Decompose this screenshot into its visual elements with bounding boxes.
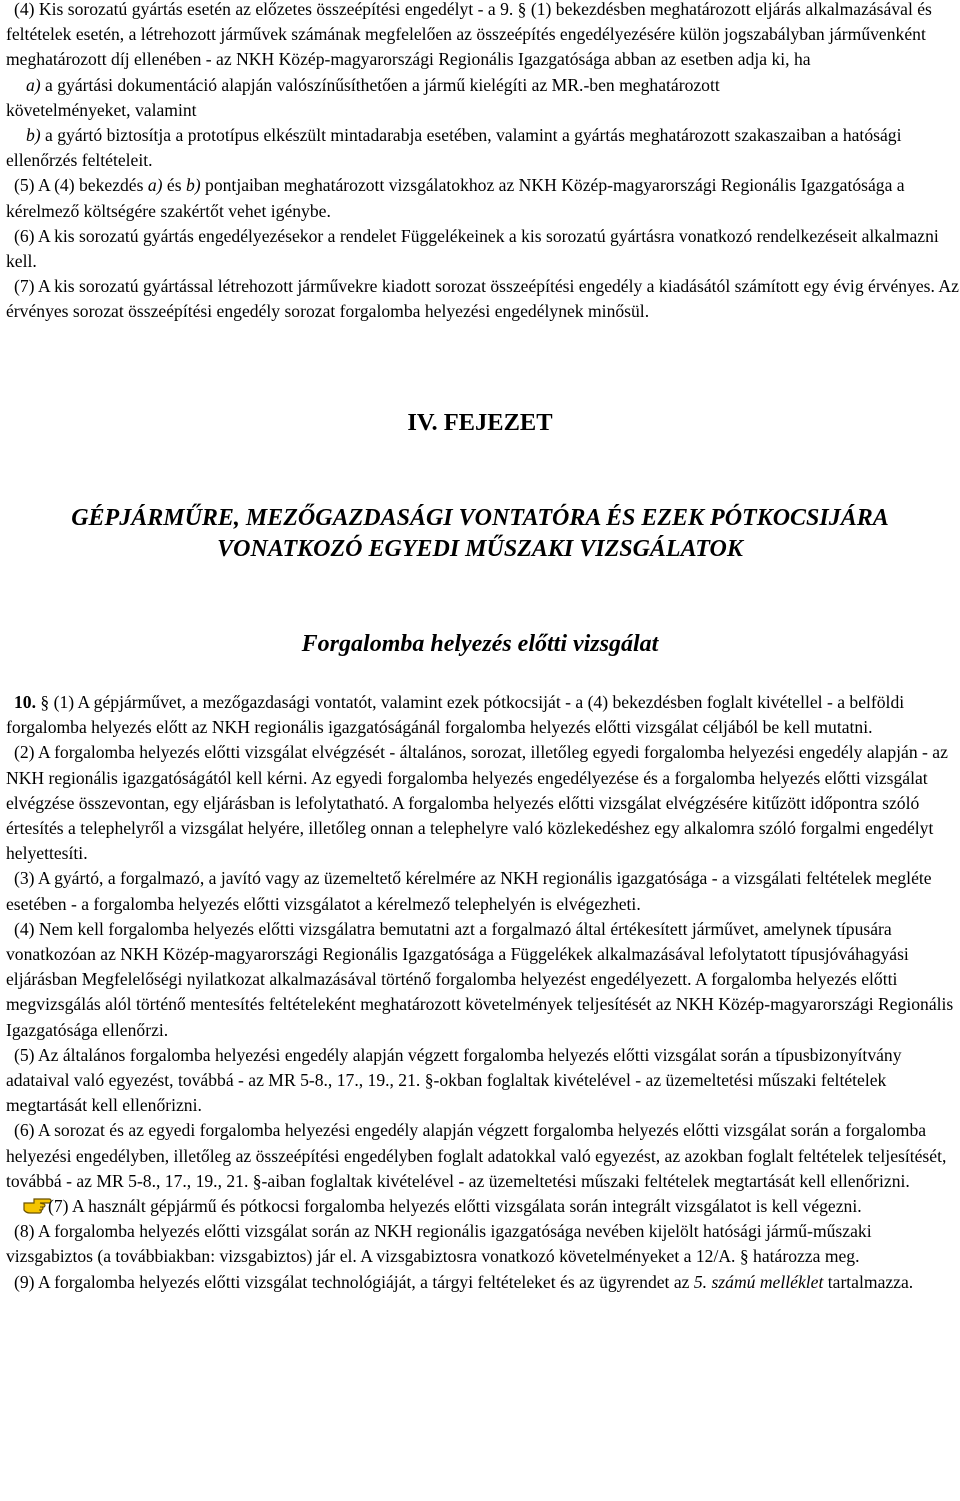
section-subtitle: Forgalomba helyezés előtti vizsgálat: [301, 631, 659, 657]
p9-post: tartalmazza.: [823, 1271, 914, 1292]
section-10-paragraph-5: (5) Az általános forgalomba helyezési engedély alapján végzett forgalomba helyezés előtti vizsgálat során a típusbizonyítvány adataival való egyezést, továbbá - az MR 5-8., 17., 19., 21. §-okban foglaltak kivételével - az üzemeltetési műszaki feltételek megtartását kell ellenőrizni.: [6, 1044, 902, 1116]
point-b: [6, 123, 960, 173]
section-10-paragraph-3: (3) A gyártó, a forgalmazó, a javító vagy az üzemeltető kérelmére az NKH regionális igazgatósága - a vizsgálati feltételek megléte esetében - a forgalomba helyezés előtti vizsgálatot a kérelmező telephelyén is elvégezheti.: [6, 868, 932, 914]
p9-pre: (9) A forgalomba helyezés előtti vizsgálat technológiáját, a tárgyi feltételeket és az ügyrendet az: [14, 1271, 694, 1292]
point-b-text: a gyártó biztosítja a prototípus elkészült mintadarabja esetében, valamint a gyártás meghatározott szakaszaiban a hatósági ellenőrzés feltételeit.: [6, 125, 902, 171]
point-a-text: a gyártási dokumentáció alapján valószínűsíthetően a jármű kielégíti az MR.-ben meghatározott: [40, 74, 720, 95]
section-number: 10.: [14, 692, 36, 712]
point-a-continuation: követelményeket, valamint: [6, 99, 197, 120]
chapter-heading: IV. FEJEZET: [407, 409, 553, 436]
section-10-p1-text: § (1) A gépjárművet, a mezőgazdasági vontatót, valamint ezek pótkocsiját - a (4) bekezdésben foglalt kivétellel - a belföldi forgalomba helyezés előtt az NKH regionális igazgatóságánál forgalomba helyezés előtti vizsgálat céljából be kell mutatni.: [6, 692, 905, 738]
point-a-label: a): [26, 74, 41, 95]
section-10-paragraph-8: (8) A forgalomba helyezés előtti vizsgálat során az NKH regionális igazgatósága nevében kijelölt hatósági jármű-műszaki vizsgabiztos (a továbbiakban: vizsgabiztos) jár el. A vizsgabiztosra vonatkozó követelményeket a 12/A. § határozza meg.: [6, 1221, 872, 1267]
paragraph-6: (6) A kis sorozatú gyártás engedélyezésekor a rendelet Függelékeinek a kis sorozatú gyártásra vonatkozó rendelkezéseit alkalmazni kell.: [6, 225, 939, 272]
section-10-paragraph-2: (2) A forgalomba helyezés előtti vizsgálat elvégzését - általános, sorozat, illetőleg egyedi forgalomba helyezési engedély alapján - az NKH regionális igazgatóságától kell kérni. Az egyedi forgalomba helyezés engedélyezése és a forgalomba helyezés előtti vizsgálat elvégzése összevontan, egy eljárásban is lefolytatható. A forgalomba helyezés előtti vizsgálat elvégzésére kitűzött időpontra szóló értesítés a telephelyről a vizsgálat helyére, illetőleg onnan a telephelyre való közlekedéshez egy alkalomra szóló forgalmi engedélyt helyettesíti.: [6, 742, 948, 864]
p5-mid: és: [162, 175, 186, 196]
section-10-paragraph-9: [6, 1270, 960, 1295]
chapter-title-line-1: GÉPJÁRMŰRE, MEZŐGAZDASÁGI VONTATÓRA ÉS EZEK PÓTKOCSIJÁRA: [71, 505, 889, 531]
section-10-p7-text: (7) A használt gépjármű és pótkocsi forgalomba helyezés előtti vizsgálata során integrált vizsgálatot is kell végezni.: [48, 1196, 862, 1217]
point-b-label: b): [26, 125, 41, 146]
section-10-paragraph-6: (6) A sorozat és az egyedi forgalomba helyezési engedély alapján végzett forgalomba helyezés előtti vizsgálat során a forgalomba helyezési engedélyben, illetőleg az összeépítési engedélyben foglalt adatokkal való egyezést, az azokban foglalt feltételek teljesítését, továbbá - az MR 5-8., 17., 19., 21. §-aiban foglaltak kivételével - az üzemeltetési műszaki feltételek megtartását kell ellenőrizni.: [6, 1120, 947, 1191]
paragraph-7: (7) A kis sorozatú gyártással létrehozott járművekre kiadott sorozat összeépítési engedély a kiadásától számított egy évig érvényes. Az érvényes sorozat összeépítési engedély sorozat forgalomba helyezési engedélynek minősül.: [6, 276, 959, 322]
paragraph-4: (4) Kis sorozatú gyártás esetén az előzetes összeépítési engedélyt - a 9. § (1) bekezdésben meghatározott eljárás alkalmazásával és feltételek esetén, a létrehozott járművek számának megfelelően az összeépítés engedélyezésére külön jogszabályban járművenként meghatározott díj ellenében - az NKH Közép-magyarországi Regionális Igazgatósága abban az esetben adja ki, ha: [6, 0, 932, 70]
paragraph-5: [6, 173, 960, 223]
p5-pre: (5) A (4) bekezdés: [14, 175, 148, 196]
pointing-hand-icon[interactable]: [14, 1195, 44, 1215]
section-10-paragraph-1: [6, 690, 960, 740]
section-10: [6, 690, 960, 1295]
chapter-title-line-2: VONATKOZÓ EGYEDI MŰSZAKI VIZSGÁLATOK: [217, 536, 743, 562]
p5-post: pontjaiban meghatározott vizsgálatokhoz az NKH Közép-magyarországi Regionális Igazgatósága a kérelmező költségére szakértőt vehet igénybe.: [6, 175, 905, 221]
p5-b: b): [185, 175, 201, 196]
p5-a: a): [147, 175, 163, 196]
section-10-paragraph-7: [6, 1194, 960, 1219]
point-a: [6, 73, 960, 98]
annex-5-link[interactable]: 5. számú melléklet: [693, 1271, 824, 1292]
section-10-paragraph-4: (4) Nem kell forgalomba helyezés előtti vizsgálatra bemutatni azt a forgalmazó által értékesített járművet, amelynek típusára vonatkozóan az NKH Közép-magyarországi Regionális Igazgatósága a Függelékek alkalmazásával lefolytatott típusjóváhagyási eljárásban Megfelelőségi nyilatkozat alkalmazásával történő forgalomba helyezést engedélyezett. A forgalomba helyezés előtti megvizsgálás alól történő mentesítés feltételeként meghatározott követelmények teljesítését az NKH Közép-magyarországi Regionális Igazgatósága ellenőrzi.: [6, 918, 954, 1040]
top-paragraphs: [6, 0, 960, 325]
